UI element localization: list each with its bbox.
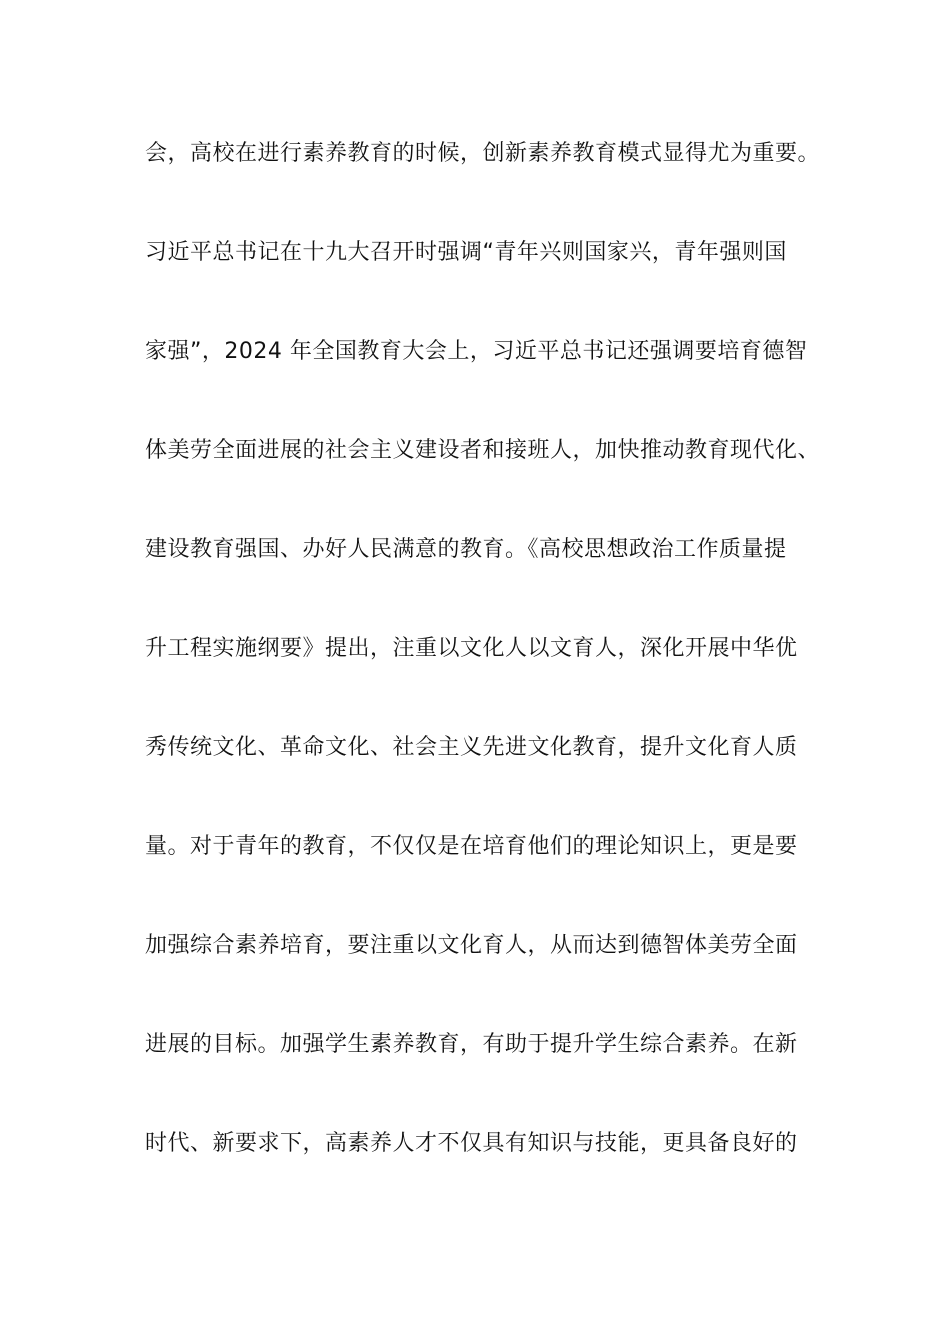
body-text — [145, 132, 825, 1221]
text-line-4: 体美劳全面进展的社会主义建设者和接班人，加快推动教育现代化、 — [145, 438, 821, 463]
text-line-7: 秀传统文化、革命文化、社会主义先进文化教育，提升文化育人质 — [145, 735, 798, 760]
text-line-6: 升工程实施纲要》提出，注重以文化人以文育人，深化开展中华优 — [145, 636, 798, 661]
text-line-8: 量。对于青年的教育，不仅仅是在培育他们的理论知识上，更是要 — [145, 834, 798, 859]
text-line-9: 加强综合素养培育，要注重以文化育人，从而达到德智体美劳全面 — [145, 933, 798, 958]
text-line-10: 进展的目标。加强学生素养教育，有助于提升学生综合素养。在新 — [145, 1032, 798, 1057]
text-line-2: 习近平总书记在十九大召开时强调“青年兴则国家兴，青年强则国 — [145, 240, 787, 265]
text-line-1: 会，高校在进行素养教育的时候，创新素养教育模式显得尤为重要。 — [145, 141, 821, 166]
text-line-3: 家强”，2024 年全国教育大会上，习近平总书记还强调要培育德智 — [145, 339, 808, 364]
text-line-5: 建设教育强国、办好人民满意的教育。《高校思想政治工作质量提 — [145, 537, 787, 562]
text-line-11: 时代、新要求下，高素养人才不仅具有知识与技能，更具备良好的 — [145, 1131, 798, 1156]
